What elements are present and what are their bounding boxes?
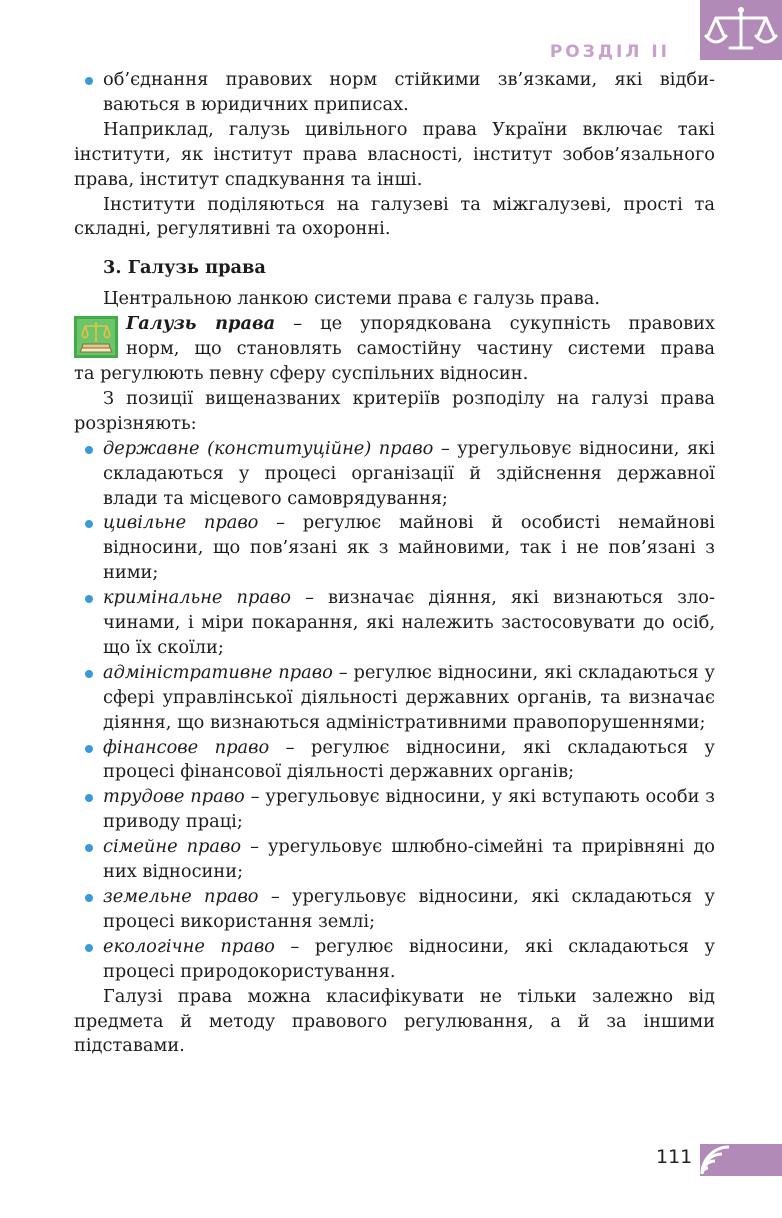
list-item bbox=[74, 885, 715, 935]
branch-text: – регулює відносини, які складаються у процесі фінансової діяльності державних органів; bbox=[103, 736, 715, 783]
corner-tab bbox=[700, 1144, 782, 1176]
definition-block bbox=[74, 312, 715, 387]
scales-icon bbox=[704, 4, 778, 56]
paragraph: Галузі права можна класифікувати не тільки залежно від предмета й методу правового регулювання, а й за іншими підставами. bbox=[74, 985, 715, 1057]
list-item bbox=[74, 835, 715, 885]
paragraph: Центральною ланкою системи права є галузь права. bbox=[103, 288, 601, 310]
section-label: РОЗДІЛ ІІ bbox=[549, 42, 670, 62]
paragraph: Наприклад, галузь цивільного права України включає такі інститути, як інститут права власності, інститут зобов’язального права, інститут спадкування та інші. bbox=[74, 118, 715, 190]
list-item bbox=[74, 511, 715, 586]
branch-text: – регулює майнові й особисті немайнові відносини, що пов’язані як з майновими, так і не пов’язані з ними; bbox=[103, 512, 715, 584]
branch-text: – визначає діяння, які визнаються злочинами, і міри покарання, які належить застосовувати до осіб, що їх скоїли; bbox=[103, 587, 715, 658]
paragraph: З позиції вищеназваних критеріїв розподілу на галузі права розрізняють: bbox=[74, 387, 715, 434]
branch-term: трудове право bbox=[103, 786, 245, 808]
definition-first-line bbox=[74, 312, 715, 337]
signal-arcs-icon bbox=[700, 1144, 782, 1176]
definition-text: – це упорядкована сукупність правових bbox=[275, 313, 715, 335]
definition-rest: та регулюють певну сферу суспільних відносин. bbox=[74, 362, 529, 384]
branch-term: фінансове право bbox=[103, 736, 270, 758]
bullet-text-first-line: об’єднання правових норм стійкими зв’язками, які відби- bbox=[103, 69, 715, 90]
paragraph: Інститути поділяються на галузеві та міжгалузеві, прості та складні, регулятивні та охоронні. bbox=[74, 193, 715, 240]
page-number: 111 bbox=[656, 1146, 693, 1168]
list-item bbox=[74, 68, 715, 118]
branch-term: земельне право bbox=[103, 886, 259, 907]
law-book-icon bbox=[74, 316, 118, 358]
list-item bbox=[74, 661, 715, 736]
branch-term: кримінальне право bbox=[103, 587, 291, 609]
branch-text: – урегульовує відносини, які складаються у процесі організації й здійснення державної влади та місцевого самоврядування; bbox=[103, 437, 715, 509]
list-item bbox=[74, 736, 715, 786]
branch-text: – регулює відносини, які складаються у сфері управлінської діяльності державних органів, та визначає діяння, що визнаються адміністративними правопорушеннями; bbox=[103, 661, 716, 733]
page-content bbox=[74, 68, 715, 1059]
list-item bbox=[74, 935, 715, 985]
definition-term: Галузь права bbox=[126, 313, 276, 335]
branch-text: – урегульовує відносини, які складаються у процесі використання землі; bbox=[103, 886, 715, 932]
definition-second-line: норм, що становлять самостійну частину системи права bbox=[126, 338, 715, 360]
section-heading: 3. Галузь права bbox=[103, 257, 266, 279]
branch-term: сімейне право bbox=[103, 836, 242, 858]
branch-term: екологічне право bbox=[103, 935, 275, 957]
bullet-text-rest: ваються в юридичних приписах. bbox=[103, 93, 409, 115]
branch-term: цивільне право bbox=[103, 512, 259, 534]
list-item bbox=[74, 785, 715, 835]
branch-text: – урегульовує шлюбно-сімейні та прирівняні до них відносини; bbox=[103, 836, 715, 883]
list-item bbox=[74, 586, 715, 661]
branch-text: – регулює відносини, які складаються у процесі природокористування. bbox=[103, 935, 715, 982]
branch-term: державне (конституційне) право bbox=[103, 437, 434, 459]
branch-term: адміністративне право bbox=[103, 661, 333, 683]
branch-list bbox=[74, 437, 715, 985]
branch-text: – урегульовує відносини, у які вступають особи з приводу праці; bbox=[103, 786, 716, 833]
list-item bbox=[74, 437, 715, 512]
section-icon-box bbox=[700, 0, 782, 60]
